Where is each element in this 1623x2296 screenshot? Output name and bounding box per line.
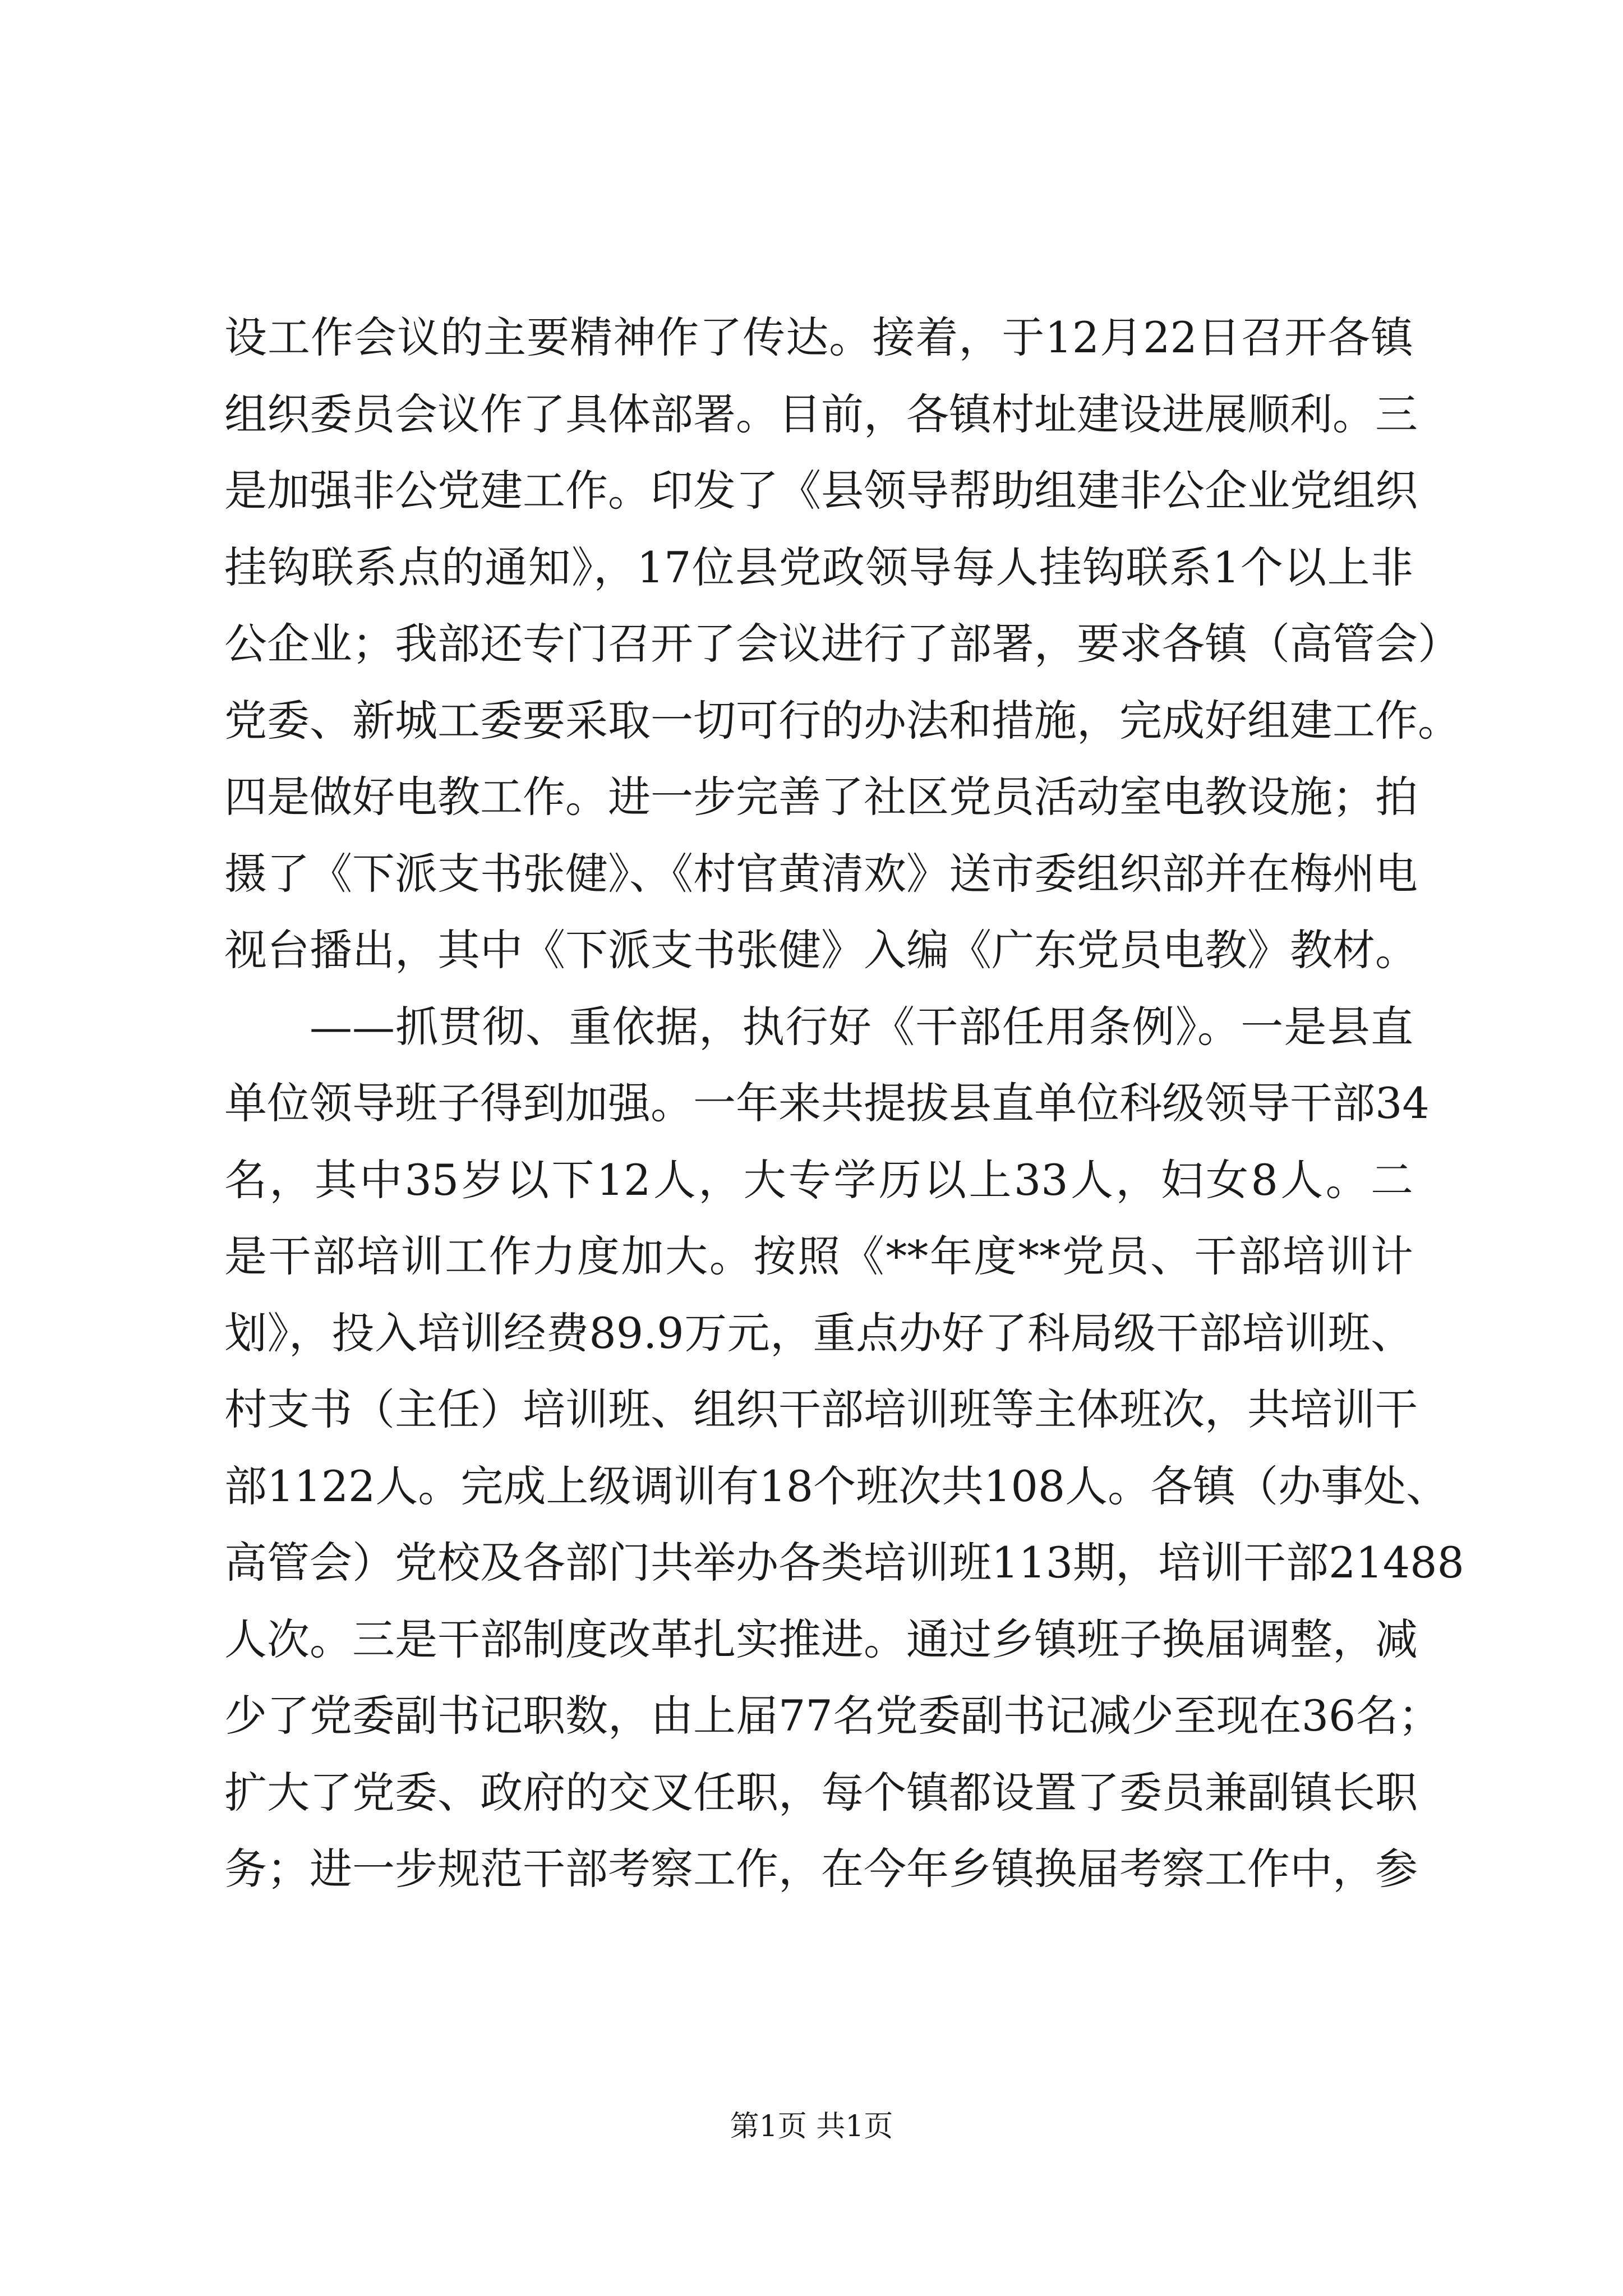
text-line: 是加强非公党建工作。印发了《县领导帮助组建非公企业党组织 xyxy=(224,466,1418,516)
text-line: 组织委员会议作了具体部署。目前，各镇村址建设进展顺利。三 xyxy=(224,389,1418,439)
text-line: 单位领导班子得到加强。一年来共提拔县直单位科级领导干部34 xyxy=(224,1078,1430,1128)
page-footer: 第1页 共1页 xyxy=(730,2110,893,2143)
text-line: 少了党委副书记职数，由上届77名党委副书记减少至现在36名； xyxy=(224,1691,1441,1741)
document-body xyxy=(224,300,1464,1908)
text-line: 党委、新城工委要采取一切可行的办法和措施，完成好组建工作。 xyxy=(224,695,1460,746)
text-line: 村支书（主任）培训班、组织干部培训班等主体班次，共培训干 xyxy=(224,1384,1418,1434)
text-line: 人次。三是干部制度改革扎实推进。通过乡镇班子换届调整，减 xyxy=(224,1614,1418,1664)
text-line: 四是做好电教工作。进一步完善了社区党员活动室电教设施；拍 xyxy=(224,772,1418,822)
text-line: ——抓贯彻、重依据，执行好《干部任用条例》。一是县直 xyxy=(310,1001,1413,1052)
text-line: 扩大了党委、政府的交叉任职，每个镇都设置了委员兼副镇长职 xyxy=(224,1767,1418,1818)
text-line: 视台播出，其中《下派支书张健》入编《广东党员电教》教材。 xyxy=(224,925,1418,975)
text-line: 是干部培训工作力度加大。按照《**年度**党员、干部培训计 xyxy=(224,1231,1413,1281)
text-line: 划》，投入培训经费89.9万元，重点办好了科局级干部培训班、 xyxy=(224,1308,1413,1358)
text-line: 公企业；我部还专门召开了会议进行了部署，要求各镇（高管会） xyxy=(224,619,1460,669)
text-line: 务；进一步规范干部考察工作，在今年乡镇换届考察工作中，参 xyxy=(224,1844,1418,1894)
text-line: 设工作会议的主要精神作了传达。接着，于12月22日召开各镇 xyxy=(224,312,1413,362)
text-line: 挂钩联系点的通知》，17位县党政领导每人挂钩联系1个以上非 xyxy=(224,542,1413,592)
text-line: 摄了《下派支书张健》、《村官黄清欢》送市委组织部并在梅州电 xyxy=(224,848,1418,899)
text-line: 部1122人。完成上级调训有18个班次共108人。各镇（办事处、 xyxy=(224,1461,1449,1511)
text-line: 高管会）党校及各部门共举办各类培训班113期，培训干部21488 xyxy=(224,1538,1464,1588)
text-line: 名，其中35岁以下12人，大专学历以上33人，妇女8人。二 xyxy=(224,1154,1413,1205)
